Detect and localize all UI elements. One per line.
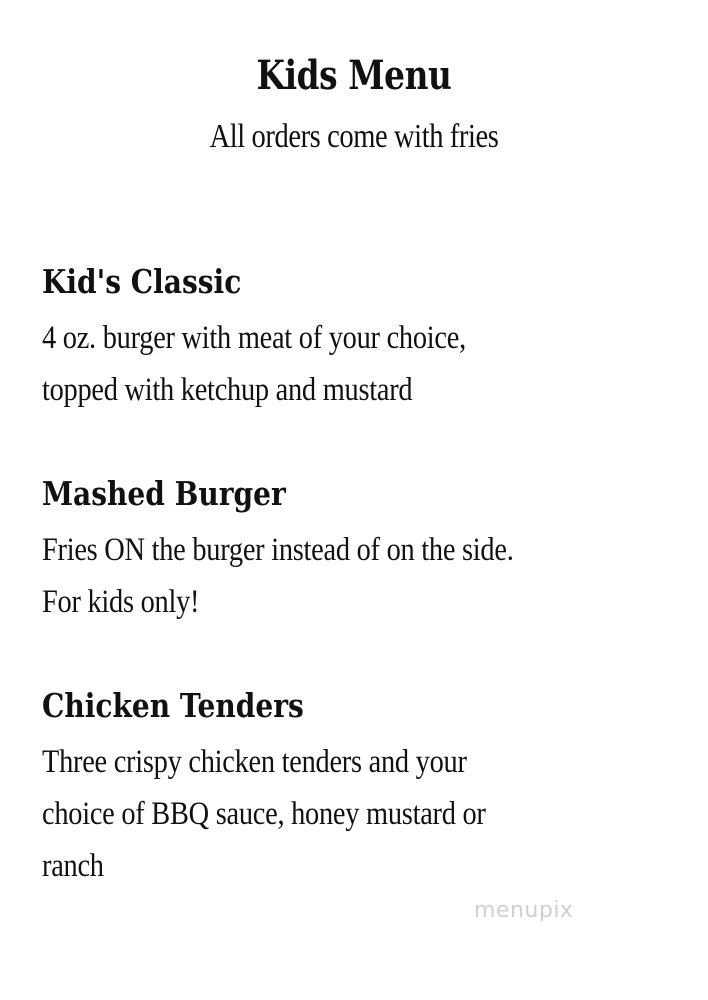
watermark-logo: menupix: [474, 898, 574, 923]
description-line: Three crispy chicken tenders and your: [42, 744, 467, 780]
description-line: ranch: [42, 848, 104, 884]
menu-item-description: [42, 312, 592, 416]
description-line: choice of BBQ sauce, honey mustard or: [42, 796, 486, 832]
menu-item-description: [42, 524, 592, 628]
menu-item-name: Kid's Classic: [42, 262, 242, 301]
menu-item-mashed-burger: [42, 474, 682, 628]
menu-title: Kids Menu: [256, 52, 452, 99]
description-line: topped with ketchup and mustard: [42, 372, 413, 408]
description-line: Fries ON the burger instead of on the side.: [42, 532, 514, 568]
description-line: For kids only!: [42, 584, 200, 620]
menu-item-name: Mashed Burger: [42, 474, 286, 513]
menu-item-chicken-tenders: [42, 686, 682, 892]
menu-subtitle: All orders come with fries: [209, 118, 499, 155]
menu-item-description: [42, 736, 592, 892]
description-line: 4 oz. burger with meat of your choice,: [42, 320, 466, 356]
menu-item-kids-classic: [42, 262, 682, 416]
menu-item-name: Chicken Tenders: [42, 686, 304, 725]
